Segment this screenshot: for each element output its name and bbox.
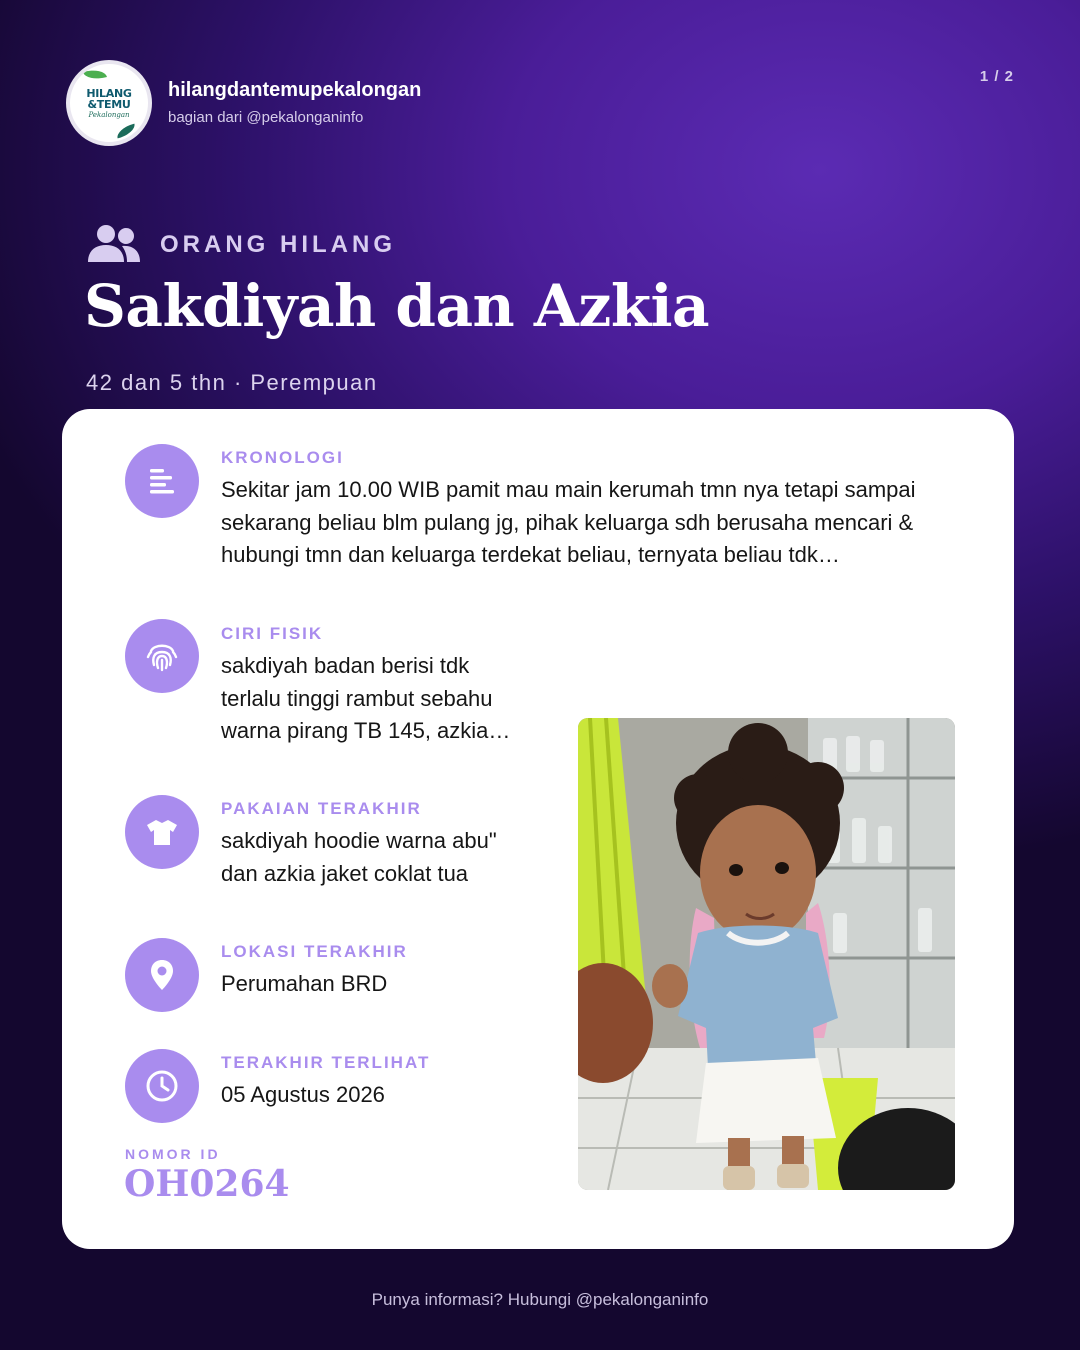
users-icon xyxy=(86,224,142,264)
text-line: sakdiyah hoodie warna abu" xyxy=(221,828,497,853)
person-meta: 42 dan 5 thn · Perempuan xyxy=(86,370,378,395)
leaf-icon xyxy=(115,124,137,139)
logo-text-line3: Pekalongan xyxy=(88,110,130,119)
text-line: terlalu tinggi rambut sebahu xyxy=(221,685,493,711)
clock-icon xyxy=(143,1067,181,1105)
page-indicator: 1 / 2 xyxy=(979,68,1014,85)
section-icon-circle xyxy=(125,938,199,1012)
logo-text-line2: &TEMU xyxy=(87,97,131,111)
section-icon-circle xyxy=(125,619,199,693)
section-text-lokasi xyxy=(221,968,387,1001)
account-logo[interactable] xyxy=(66,60,152,146)
footer-contact: Punya informasi? Hubungi @pekalonganinfo xyxy=(371,1290,709,1309)
text-line: hubungi tmn dan keluarga terdekat beliau, ternyata beliau tdk… xyxy=(221,542,840,567)
text-line: dan azkia jaket coklat tua xyxy=(221,860,469,886)
text-line: sekarang beliau blm pulang jg, pihak keluarga sdh berusaha mencari & xyxy=(221,509,914,535)
shirt-icon xyxy=(143,813,181,851)
account-name[interactable]: hilangdantemupekalongan xyxy=(168,79,422,101)
section-label-lokasi: LOKASI TERAKHIR xyxy=(221,942,408,961)
account-subtitle: bagian dari @pekalonganinfo xyxy=(168,109,364,126)
section-icon-circle xyxy=(125,444,199,518)
section-label-terakhir-terlihat: TERAKHIR TERLIHAT xyxy=(221,1053,431,1072)
text-line: Sekitar jam 10.00 WIB pamit mau main kerumah tmn nya tetapi sampai xyxy=(221,477,916,502)
id-value: OH0264 xyxy=(124,1163,290,1205)
photo-illustration xyxy=(578,718,955,1190)
location-pin-icon xyxy=(143,956,181,994)
text-line: Perumahan BRD xyxy=(221,971,388,996)
text-line: sakdiyah badan berisi tdk xyxy=(221,653,470,678)
fingerprint-icon xyxy=(143,637,181,675)
section-label-pakaian: PAKAIAN TERAKHIR xyxy=(221,799,422,818)
info-card xyxy=(62,409,1014,1249)
section-icon-circle xyxy=(125,795,199,869)
section-text-terakhir-terlihat xyxy=(221,1079,385,1112)
section-text-pakaian xyxy=(221,825,497,890)
missing-person-photo[interactable] xyxy=(578,718,955,1190)
page-title: Sakdiyah dan Azkia xyxy=(84,272,710,340)
align-left-icon xyxy=(143,462,181,500)
logo-text-line1: HILANG xyxy=(86,86,132,100)
id-label: NOMOR ID xyxy=(125,1146,221,1162)
text-line: warna pirang TB 145, azkia… xyxy=(221,718,511,743)
section-label-ciri-fisik: CIRI FISIK xyxy=(221,624,324,643)
section-icon-circle xyxy=(125,1049,199,1123)
section-label-kronologi: KRONOLOGI xyxy=(221,448,344,467)
leaf-icon xyxy=(83,66,107,82)
section-text-kronologi xyxy=(221,474,916,572)
section-text-ciri-fisik xyxy=(221,650,510,748)
text-line: 05 Agustus 2026 xyxy=(221,1082,385,1107)
category-label: ORANG HILANG xyxy=(160,231,396,258)
